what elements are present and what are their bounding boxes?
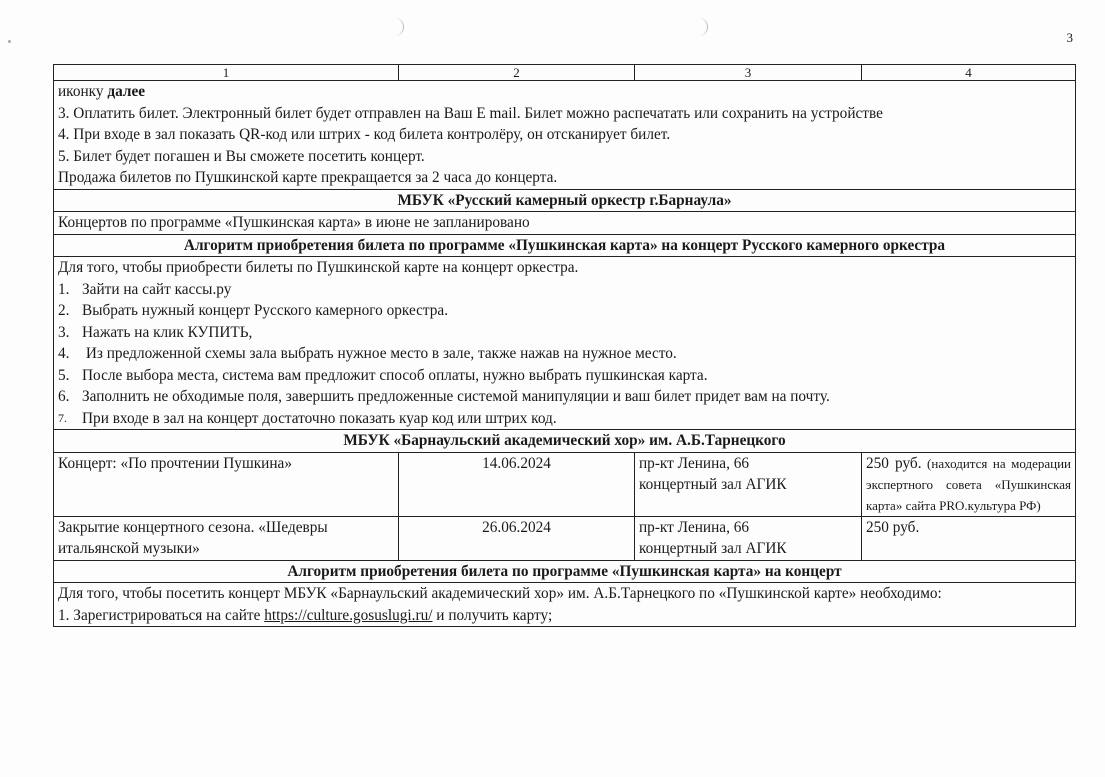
concert-place [635,516,862,560]
concert-name: Закрытие концертного сезона. «Шедевры итальянской музыки» [54,516,399,560]
punch-hole-mark [697,18,708,36]
list-item [58,300,1071,322]
step-suffix: и получить карту; [432,606,553,624]
price-note: (находится на модерации экспертного совета «Пушкинская карта» сайта PRO.культура РФ) [866,455,1072,513]
step-text: Нажать на клик КУПИТЬ, [82,323,253,341]
price-value: 250 руб. [866,518,920,536]
top-block [54,81,1076,190]
concert-name: Концерт: «По прочтении Пушкина» [54,452,399,516]
step-text: 5. Билет будет погашен и Вы сможете посетить концерт. [58,147,425,165]
list-item [58,322,1071,344]
step-number: 6. [58,388,70,405]
step-text: При входе в зал на концерт достаточно показать куар код или штрих код. [82,409,557,427]
concert-place [635,452,862,516]
step-number: 5. [58,366,70,384]
algorithm-title-row [54,234,1076,257]
list-item [58,408,1071,430]
section-note: Концертов по программе «Пушкинская карта» в июне не запланировано [54,212,1076,235]
note-row [54,212,1076,235]
table-row [54,452,1076,516]
step-text: Заполнить не обходимые поля, завершить предложенные системой манипуляции и ваш билет придет вам на почту. [82,388,830,405]
step-number: 4. [58,345,70,362]
step-text: 3. Оплатить билет. Электронный билет будет отправлен на Ваш E mail. Билет можно распечатать или сохранить на устройстве [58,104,883,122]
concert-price [862,516,1076,560]
algorithm-title: Алгоритм приобретения билета по программе «Пушкинская карта» на концерт [54,560,1076,583]
document-table [53,64,1076,627]
concert-date: 26.06.2024 [399,516,635,560]
algorithm-intro: Для того, чтобы приобрести билеты по Пушкинской карте на концерт оркестра. [58,259,579,276]
gosuslugi-link[interactable]: https://culture.gosuslugi.ru/ [264,606,433,624]
column-number: 3 [635,65,862,81]
column-number: 1 [54,65,399,81]
list-item [58,343,1071,365]
step-text: Зайти на сайт кассы.ру [82,280,232,298]
concert-price [862,452,1076,516]
column-number: 2 [399,65,635,81]
algorithm-row [54,583,1076,627]
place-address: пр-кт Ленина, 66 [639,454,750,472]
continued-text: иконку [58,83,108,100]
list-item [58,386,1071,408]
step-text: Выбрать нужный концерт Русского камерного оркестра. [82,302,449,319]
algorithm-body [54,583,1076,627]
step-number: 1. [58,280,70,298]
algorithm-row [54,257,1076,430]
section-title-row [54,189,1076,212]
step-number: 3. [58,323,70,341]
place-address: пр-кт Ленина, 66 [639,518,750,536]
column-number: 4 [862,65,1076,81]
price-value: 250 руб. [866,454,922,472]
scan-mark [8,40,11,43]
step-prefix: 1. Зарегистрироваться на сайте [58,606,265,624]
place-hall: концертный зал АГИК [639,540,787,557]
step-text: 4. При входе в зал показать QR-код или штрих - код билета контролёру, он отсканирует билет. [58,126,671,143]
step-text: Из предложенной схемы зала выбрать нужное место в зале, также нажав на нужное место. [82,345,677,362]
algorithm-body [54,257,1076,430]
continued-bold-text: далее [107,83,146,100]
algorithm-intro: Для того, чтобы посетить концерт МБУК «Барнаульский академический хор» им. А.Б.Тарнецкого по «Пушкинской карте» необходимо: [58,585,942,602]
punch-hole-mark [393,18,404,36]
algorithm-title-row [54,560,1076,583]
algorithm-steps [58,279,1071,430]
list-item [58,365,1071,387]
place-hall: концертный зал АГИК [639,476,787,493]
sales-note: Продажа билетов по Пушкинской карте прекращается за 2 часа до концерта. [58,169,558,186]
algorithm-title: Алгоритм приобретения билета по программе «Пушкинская карта» на концерт Русского камерного оркестра [54,234,1076,257]
list-item [58,279,1071,301]
top-block-row [54,81,1076,190]
continued-line [58,81,1071,103]
section-title: МБУК «Русский камерный оркестр г.Барнаула» [54,189,1076,212]
concert-date: 14.06.2024 [399,452,635,516]
step-number: 7. [58,410,67,425]
section-title: МБУК «Барнаульский академический хор» им. А.Б.Тарнецкого [54,430,1076,453]
page-number: 3 [1066,30,1073,45]
section-title-row [54,430,1076,453]
step-text: После выбора места, система вам предложит способ оплаты, нужно выбрать пушкинская карта. [82,366,708,384]
table-row [54,516,1076,560]
column-number-row [54,65,1076,81]
step-number: 2. [58,302,70,319]
step-text [58,605,1071,627]
